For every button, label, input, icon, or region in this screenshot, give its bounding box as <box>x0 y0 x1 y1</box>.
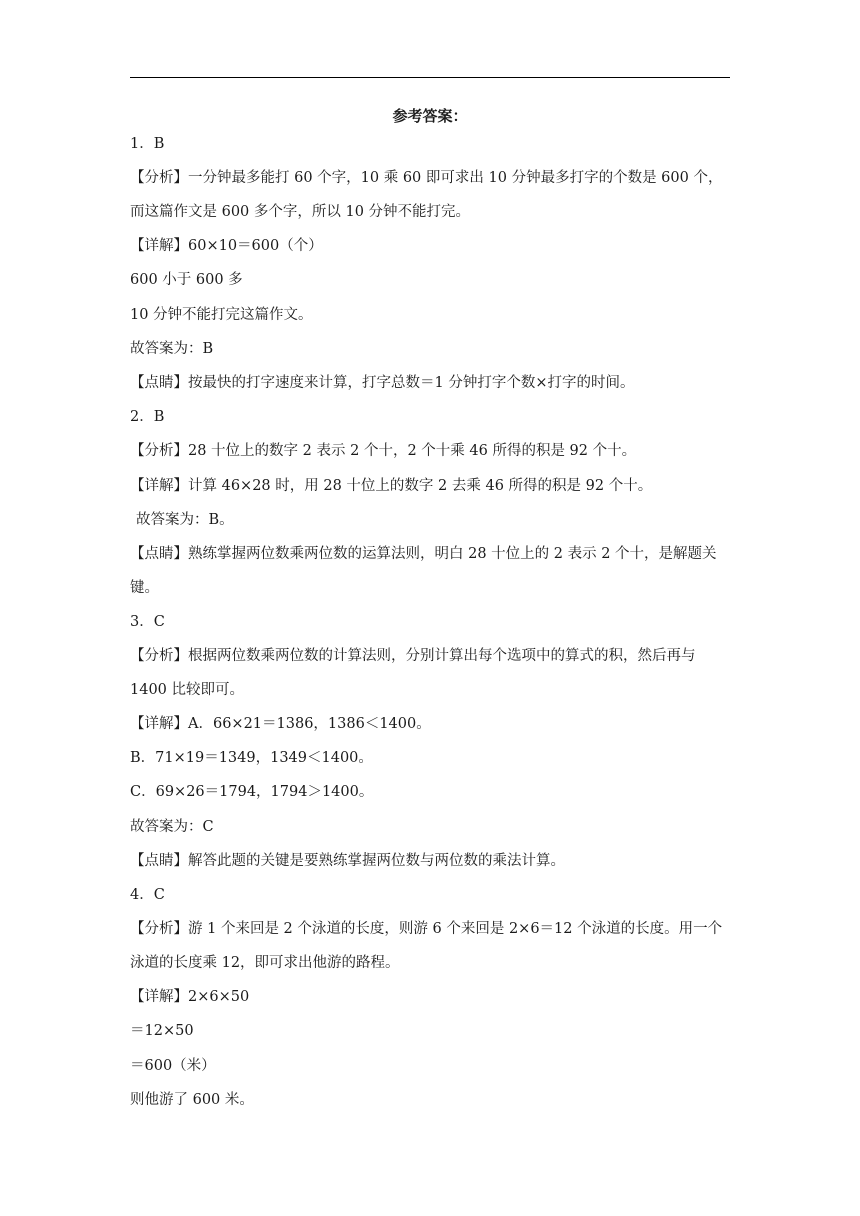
item-3-detail-line: 【详解】A．66×21＝1386，1386＜1400。 <box>130 716 431 733</box>
item-4-analysis: 【分析】游 1 个来回是 2 个泳道的长度，则游 6 个来回是 2×6＝12 个泳道的长度。用一个泳道的长度乘 12，即可求出他游的路程。 <box>130 921 723 972</box>
page-title: 参考答案： <box>392 107 468 125</box>
header-rule <box>130 77 730 78</box>
item-1-detail-line: 【详解】60×10＝600（个） <box>130 238 323 255</box>
item-4-detail-line: ＝12×50 <box>130 1023 194 1040</box>
item-3-detail-line: C．69×26＝1794，1794＞1400。 <box>130 784 374 801</box>
item-3-number: 3．C <box>130 613 165 630</box>
item-2-detail-line: 故答案为：B。 <box>136 511 234 528</box>
item-2-detail-line: 【详解】计算 46×28 时，用 28 十位上的数字 2 去乘 46 所得的积是 92 个十。 <box>130 477 653 494</box>
item-1-comment: 【点睛】按最快的打字速度来计算，打字总数＝1 分钟打字个数×打字的时间。 <box>130 374 635 391</box>
item-1-detail-line: 600 小于 600 多 <box>130 272 243 289</box>
item-1-detail-line: 故答案为：B <box>130 340 214 357</box>
item-1-analysis: 【分析】一分钟最多能打 60 个字，10 乘 60 即可求出 10 分钟最多打字的个数是 600 个，而这篇作文是 600 多个字，所以 10 分钟不能打完。 <box>130 170 723 221</box>
item-2-analysis: 【分析】28 十位上的数字 2 表示 2 个十，2 个十乘 46 所得的积是 92 个十。 <box>130 443 637 460</box>
item-4-detail-line: 【详解】2×6×50 <box>130 989 250 1006</box>
item-2-number: 2．B <box>130 409 165 426</box>
item-4-number: 4．C <box>130 887 165 903</box>
item-1-detail-line: 10 分钟不能打完这篇作文。 <box>130 306 313 323</box>
item-1-number: 1．B <box>130 136 165 152</box>
item-3-detail-line: B．71×19＝1349，1349＜1400。 <box>130 750 373 767</box>
item-3-detail-line: 故答案为：C <box>130 818 214 835</box>
item-4-detail-line: 则他游了 600 米。 <box>130 1091 254 1108</box>
item-3-analysis: 【分析】根据两位数乘两位数的计算法则，分别计算出每个选项中的算式的积，然后再与 1400 比较即可。 <box>130 648 696 699</box>
answer-content <box>130 133 735 1123</box>
item-3-comment: 【点睛】解答此题的关键是要熟练掌握两位数与两位数的乘法计算。 <box>130 852 565 869</box>
item-2-comment: 【点睛】熟练掌握两位数乘两位数的运算法则，明白 28 十位上的 2 表示 2 个十，是解题关键。 <box>130 545 717 596</box>
item-4-detail-line: ＝600（米） <box>130 1057 216 1074</box>
